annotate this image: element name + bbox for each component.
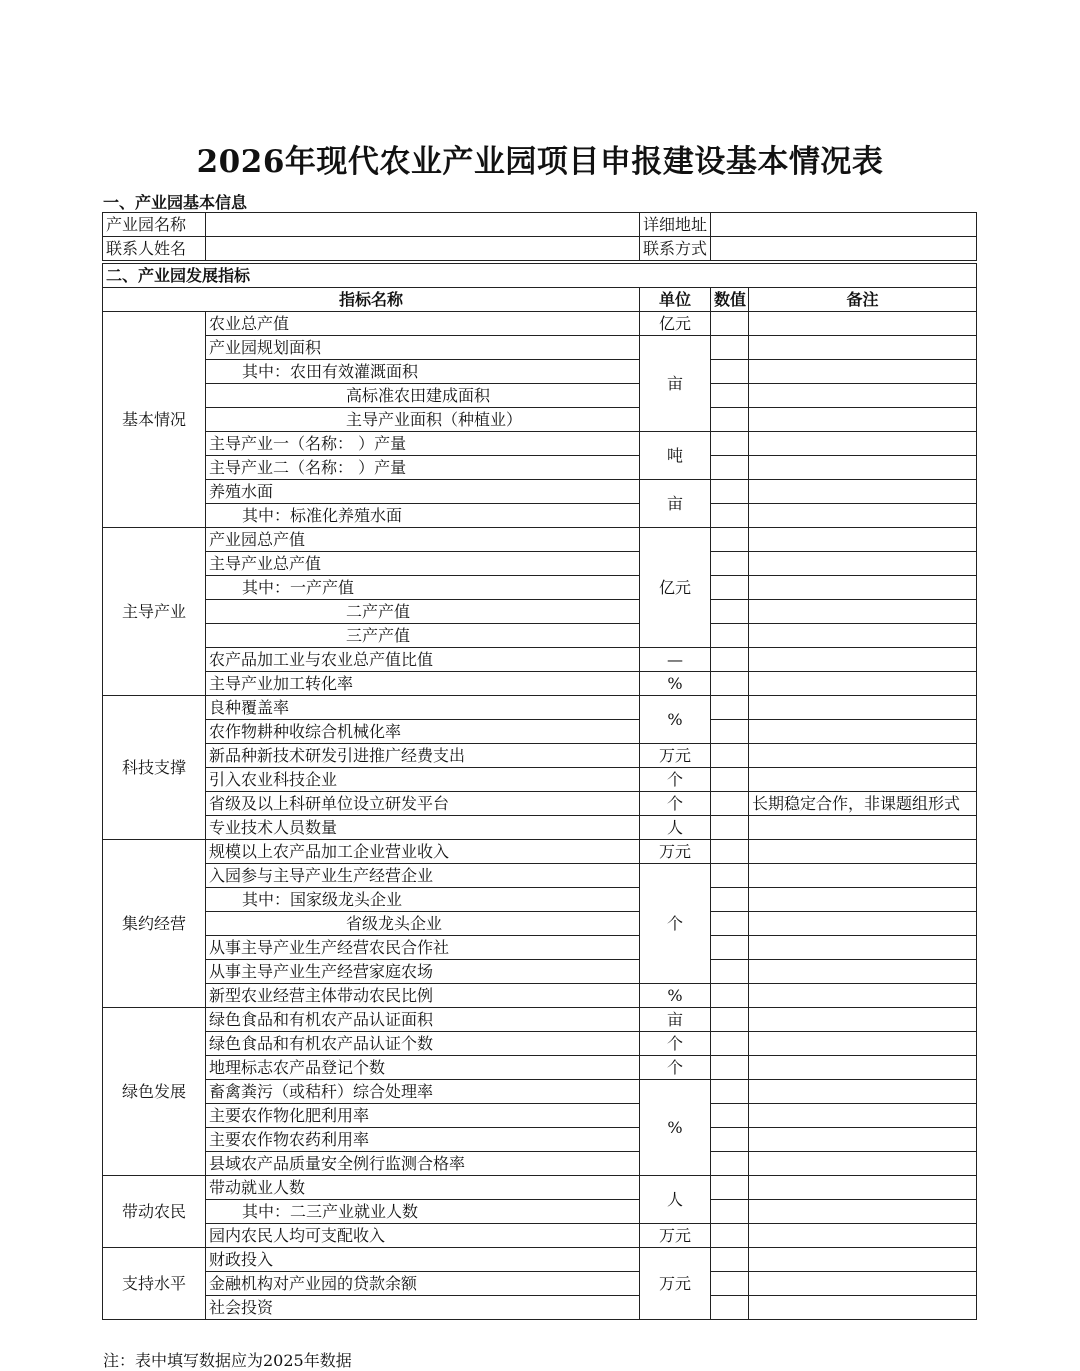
header-remark: 备注 — [749, 288, 977, 312]
indicator-name: 从事主导产业生产经营农民合作社 — [206, 936, 640, 960]
table-row — [103, 1152, 977, 1176]
table-row — [103, 1200, 977, 1224]
phone-label: 联系方式 — [640, 237, 711, 261]
remark-cell[interactable] — [749, 504, 977, 528]
indicator-name: 农业总产值 — [206, 312, 640, 336]
value-input-cell[interactable] — [711, 1008, 749, 1032]
indicator-name: 规模以上农产品加工企业营业收入 — [206, 840, 640, 864]
remark-cell[interactable] — [749, 360, 977, 384]
value-input-cell[interactable] — [711, 552, 749, 576]
unit-cell: — — [640, 648, 711, 672]
value-input-cell[interactable] — [711, 696, 749, 720]
park-name-field[interactable] — [206, 213, 640, 237]
indicator-name: 绿色食品和有机农产品认证面积 — [206, 1008, 640, 1032]
value-input-cell[interactable] — [711, 576, 749, 600]
remark-cell[interactable] — [749, 984, 977, 1008]
value-input-cell[interactable] — [711, 720, 749, 744]
remark-cell[interactable] — [749, 1224, 977, 1248]
table-row — [103, 1008, 977, 1032]
remark-cell[interactable] — [749, 408, 977, 432]
value-input-cell[interactable] — [711, 936, 749, 960]
value-input-cell[interactable] — [711, 1176, 749, 1200]
remark-cell[interactable] — [749, 1272, 977, 1296]
table-row — [103, 888, 977, 912]
table-row — [103, 213, 977, 237]
document-title: 2026年现代农业产业园项目申报建设基本情况表 — [196, 144, 884, 180]
indicator-name: 其中：一产产值 — [206, 576, 640, 600]
table-row — [103, 1104, 977, 1128]
contact-name-label: 联系人姓名 — [103, 237, 206, 261]
indicator-name: 农作物耕种收综合机械化率 — [206, 720, 640, 744]
value-input-cell[interactable] — [711, 672, 749, 696]
value-input-cell[interactable] — [711, 1128, 749, 1152]
table-row — [103, 936, 977, 960]
table-row — [103, 336, 977, 360]
value-input-cell[interactable] — [711, 1200, 749, 1224]
remark-cell[interactable] — [749, 936, 977, 960]
park-name-label: 产业园名称 — [103, 213, 206, 237]
table-row — [103, 840, 977, 864]
value-input-cell[interactable] — [711, 1224, 749, 1248]
unit-cell: 个 — [640, 1056, 711, 1080]
table-row — [103, 576, 977, 600]
table-row — [103, 552, 977, 576]
remark-cell[interactable] — [749, 960, 977, 984]
indicator-name: 县域农产品质量安全例行监测合格率 — [206, 1152, 640, 1176]
phone-field[interactable] — [711, 237, 977, 261]
table-row — [103, 984, 977, 1008]
indicator-name: 主要农作物农药利用率 — [206, 1128, 640, 1152]
remark-cell[interactable]: 长期稳定合作，非课题组形式 — [749, 792, 977, 816]
indicator-name: 财政投入 — [206, 1248, 640, 1272]
indicator-name: 引入农业科技企业 — [206, 768, 640, 792]
remark-cell[interactable] — [749, 480, 977, 504]
table-row — [103, 528, 977, 552]
indicator-name: 省级及以上科研单位设立研发平台 — [206, 792, 640, 816]
value-input-cell[interactable] — [711, 1032, 749, 1056]
table-row — [103, 792, 977, 816]
indicator-name: 新品种新技术研发引进推广经费支出 — [206, 744, 640, 768]
remark-cell[interactable] — [749, 648, 977, 672]
table-row — [103, 1056, 977, 1080]
unit-cell: 个 — [640, 768, 711, 792]
table-row — [103, 456, 977, 480]
table-row — [103, 360, 977, 384]
remark-cell[interactable] — [749, 1248, 977, 1272]
remark-cell[interactable] — [749, 1104, 977, 1128]
indicator-name: 其中：国家级龙头企业 — [206, 888, 640, 912]
value-input-cell[interactable] — [711, 840, 749, 864]
remark-cell[interactable] — [749, 840, 977, 864]
remark-cell[interactable] — [749, 888, 977, 912]
table-row — [103, 1296, 977, 1320]
table-row — [103, 504, 977, 528]
remark-cell[interactable] — [749, 696, 977, 720]
indicator-name: 良种覆盖率 — [206, 696, 640, 720]
remark-cell[interactable] — [749, 624, 977, 648]
unit-cell: 万元 — [640, 744, 711, 768]
remark-cell[interactable] — [749, 1296, 977, 1320]
value-input-cell[interactable] — [711, 1296, 749, 1320]
table-row — [103, 1248, 977, 1272]
indicator-name: 养殖水面 — [206, 480, 640, 504]
indicator-name: 主导产业总产值 — [206, 552, 640, 576]
unit-cell: 人 — [640, 1176, 711, 1224]
value-input-cell[interactable] — [711, 888, 749, 912]
value-input-cell[interactable] — [711, 792, 749, 816]
value-input-cell[interactable] — [711, 1152, 749, 1176]
footnote: 注：表中填写数据应为2025年数据 — [103, 1351, 352, 1370]
value-input-cell[interactable] — [711, 336, 749, 360]
category-cell: 带动农民 — [103, 1176, 206, 1248]
table-row — [103, 384, 977, 408]
table-row — [103, 696, 977, 720]
indicator-name: 社会投资 — [206, 1296, 640, 1320]
indicator-name: 产业园规划面积 — [206, 336, 640, 360]
indicator-name: 主要农作物化肥利用率 — [206, 1104, 640, 1128]
table-row — [103, 408, 977, 432]
table-header-row — [103, 288, 977, 312]
unit-cell: 个 — [640, 1032, 711, 1056]
remark-cell[interactable] — [749, 576, 977, 600]
indicator-name: 其中：二三产业就业人数 — [206, 1200, 640, 1224]
address-label: 详细地址 — [640, 213, 711, 237]
category-cell: 支持水平 — [103, 1248, 206, 1320]
value-input-cell[interactable] — [711, 408, 749, 432]
indicator-name: 金融机构对产业园的贷款余额 — [206, 1272, 640, 1296]
table-row — [103, 600, 977, 624]
table-row — [103, 237, 977, 261]
remark-cell[interactable] — [749, 672, 977, 696]
remark-cell[interactable] — [749, 384, 977, 408]
table-row — [103, 624, 977, 648]
value-input-cell[interactable] — [711, 1272, 749, 1296]
value-input-cell[interactable] — [711, 1080, 749, 1104]
value-input-cell[interactable] — [711, 528, 749, 552]
remark-cell[interactable] — [749, 336, 977, 360]
unit-cell: 亩 — [640, 480, 711, 528]
category-cell: 绿色发展 — [103, 1008, 206, 1176]
indicator-name: 主导产业一（名称： ）产量 — [206, 432, 640, 456]
indicator-name: 从事主导产业生产经营家庭农场 — [206, 960, 640, 984]
indicator-name: 二产产值 — [206, 600, 640, 624]
indicator-name: 高标准农田建成面积 — [206, 384, 640, 408]
remark-cell[interactable] — [749, 816, 977, 840]
unit-cell: 亿元 — [640, 528, 711, 648]
table-row — [103, 1080, 977, 1104]
remark-cell[interactable] — [749, 1056, 977, 1080]
table-row — [103, 312, 977, 336]
table-row — [103, 1032, 977, 1056]
value-input-cell[interactable] — [711, 1248, 749, 1272]
unit-cell: 万元 — [640, 840, 711, 864]
table-row — [103, 744, 977, 768]
indicator-name: 其中：农田有效灌溉面积 — [206, 360, 640, 384]
value-input-cell[interactable] — [711, 960, 749, 984]
unit-cell: % — [640, 984, 711, 1008]
value-input-cell[interactable] — [711, 648, 749, 672]
remark-cell[interactable] — [749, 1080, 977, 1104]
indicator-name: 新型农业经营主体带动农民比例 — [206, 984, 640, 1008]
indicator-name: 专业技术人员数量 — [206, 816, 640, 840]
remark-cell[interactable] — [749, 912, 977, 936]
category-cell: 集约经营 — [103, 840, 206, 1008]
table-row — [103, 912, 977, 936]
value-input-cell[interactable] — [711, 504, 749, 528]
remark-cell[interactable] — [749, 1008, 977, 1032]
category-cell: 基本情况 — [103, 312, 206, 528]
header-value: 数值 — [711, 288, 749, 312]
indicator-name: 地理标志农产品登记个数 — [206, 1056, 640, 1080]
unit-cell: 万元 — [640, 1248, 711, 1320]
remark-cell[interactable] — [749, 768, 977, 792]
remark-cell[interactable] — [749, 1152, 977, 1176]
table-row — [103, 960, 977, 984]
indicator-name: 入园参与主导产业生产经营企业 — [206, 864, 640, 888]
remark-cell[interactable] — [749, 456, 977, 480]
value-input-cell[interactable] — [711, 480, 749, 504]
value-input-cell[interactable] — [711, 312, 749, 336]
value-input-cell[interactable] — [711, 384, 749, 408]
unit-cell: % — [640, 672, 711, 696]
header-unit: 单位 — [640, 288, 711, 312]
indicator-name: 带动就业人数 — [206, 1176, 640, 1200]
value-input-cell[interactable] — [711, 456, 749, 480]
remark-cell[interactable] — [749, 312, 977, 336]
category-cell: 主导产业 — [103, 528, 206, 696]
indicator-name: 省级龙头企业 — [206, 912, 640, 936]
value-input-cell[interactable] — [711, 984, 749, 1008]
unit-cell: 亿元 — [640, 312, 711, 336]
unit-cell: % — [640, 1080, 711, 1176]
indicator-name: 主导产业面积（种植业） — [206, 408, 640, 432]
remark-cell[interactable] — [749, 552, 977, 576]
section-indicators-heading: 二、产业园发展指标 — [103, 264, 977, 288]
table-row — [103, 816, 977, 840]
remark-cell[interactable] — [749, 720, 977, 744]
value-input-cell[interactable] — [711, 432, 749, 456]
remark-cell[interactable] — [749, 1128, 977, 1152]
basic-info-table — [102, 212, 977, 261]
header-indicator-name: 指标名称 — [103, 288, 640, 312]
table-row — [103, 480, 977, 504]
address-field[interactable] — [711, 213, 977, 237]
value-input-cell[interactable] — [711, 360, 749, 384]
indicator-name: 其中：标准化养殖水面 — [206, 504, 640, 528]
remark-cell[interactable] — [749, 1176, 977, 1200]
table-row — [103, 768, 977, 792]
remark-cell[interactable] — [749, 600, 977, 624]
remark-cell[interactable] — [749, 1032, 977, 1056]
section-indicators-row — [103, 264, 977, 288]
table-row — [103, 864, 977, 888]
table-row — [103, 648, 977, 672]
table-row — [103, 432, 977, 456]
unit-cell: 人 — [640, 816, 711, 840]
value-input-cell[interactable] — [711, 1104, 749, 1128]
indicator-name: 主导产业二（名称： ）产量 — [206, 456, 640, 480]
remark-cell[interactable] — [749, 432, 977, 456]
indicator-name: 园内农民人均可支配收入 — [206, 1224, 640, 1248]
indicator-name: 产业园总产值 — [206, 528, 640, 552]
indicator-name: 三产产值 — [206, 624, 640, 648]
value-input-cell[interactable] — [711, 600, 749, 624]
section-basic-info-heading: 一、产业园基本信息 — [103, 193, 248, 212]
table-row — [103, 1272, 977, 1296]
remark-cell[interactable] — [749, 1200, 977, 1224]
indicator-table — [102, 263, 977, 1320]
unit-cell: % — [640, 696, 711, 744]
value-input-cell[interactable] — [711, 864, 749, 888]
table-row — [103, 720, 977, 744]
unit-cell: 亩 — [640, 1008, 711, 1032]
remark-cell[interactable] — [749, 528, 977, 552]
value-input-cell[interactable] — [711, 768, 749, 792]
value-input-cell[interactable] — [711, 816, 749, 840]
indicator-name: 畜禽粪污（或秸秆）综合处理率 — [206, 1080, 640, 1104]
table-row — [103, 1128, 977, 1152]
table-row — [103, 1224, 977, 1248]
unit-cell: 个 — [640, 864, 711, 984]
remark-cell[interactable] — [749, 864, 977, 888]
indicator-name: 绿色食品和有机农产品认证个数 — [206, 1032, 640, 1056]
unit-cell: 个 — [640, 792, 711, 816]
table-row — [103, 672, 977, 696]
unit-cell: 亩 — [640, 336, 711, 432]
unit-cell: 吨 — [640, 432, 711, 480]
indicator-name: 农产品加工业与农业总产值比值 — [206, 648, 640, 672]
indicator-name: 主导产业加工转化率 — [206, 672, 640, 696]
unit-cell: 万元 — [640, 1224, 711, 1248]
remark-cell[interactable] — [749, 744, 977, 768]
value-input-cell[interactable] — [711, 744, 749, 768]
value-input-cell[interactable] — [711, 1056, 749, 1080]
value-input-cell[interactable] — [711, 624, 749, 648]
category-cell: 科技支撑 — [103, 696, 206, 840]
value-input-cell[interactable] — [711, 912, 749, 936]
table-row — [103, 1176, 977, 1200]
contact-name-field[interactable] — [206, 237, 640, 261]
